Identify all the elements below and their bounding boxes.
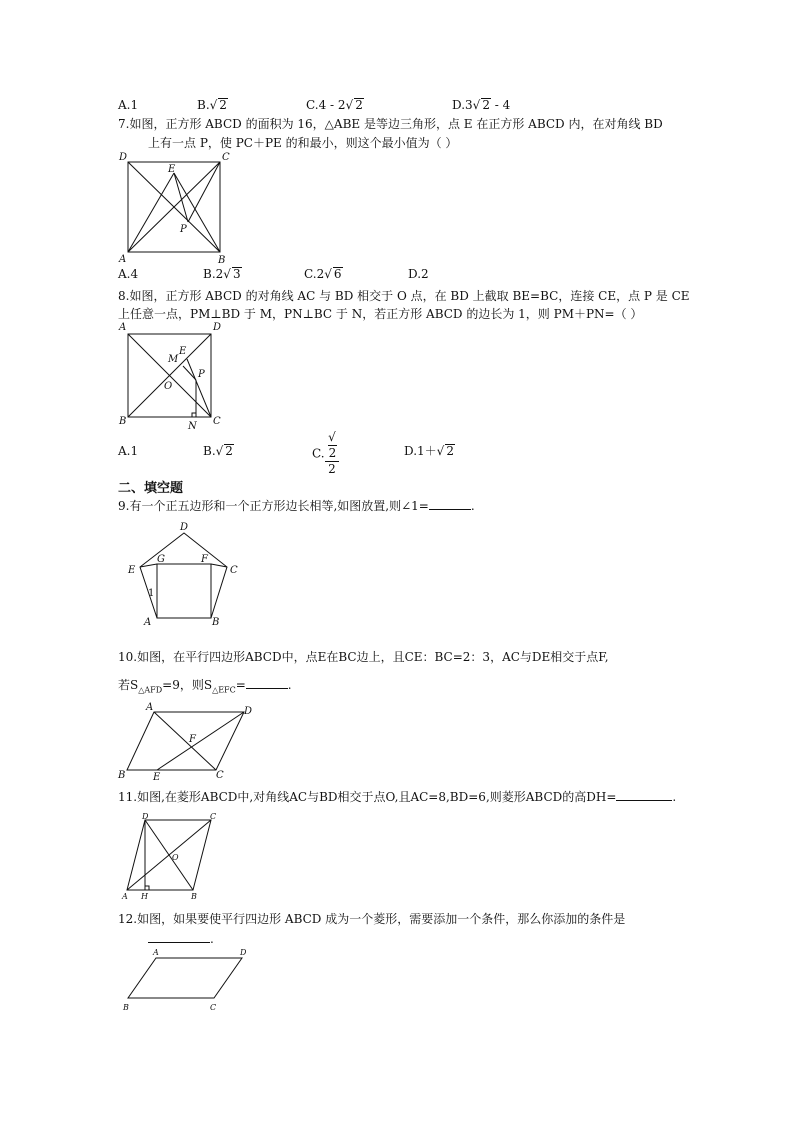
q10-label-a: A (146, 702, 154, 713)
q12-stem-line2: . (148, 930, 214, 947)
q10-label-d: D (244, 706, 253, 717)
q7-label-c: C (222, 152, 230, 163)
q9-label-c: C (230, 565, 238, 576)
q11-label-a: A (122, 892, 128, 901)
q12-stem-line1: 12.如图，如果要使平行四边形 ABCD 成为一个菱形，需要添加一个条件，那么你添加的条件是 (118, 912, 626, 926)
q7-option-a: A.4 (118, 267, 139, 281)
q7-option-c: C.2√ 6 (304, 267, 342, 281)
q12-label-a: A (153, 948, 159, 957)
q8-option-c: C. √ 2 2 (312, 430, 339, 477)
q7-stem-line1: 7.如图，正方形 ABCD 的面积为 16，△ABE 是等边三角形，点 E 在正方形 ABCD 内，在对角线 BD (118, 117, 663, 131)
q10-stem-line2: 若$S_{\triangle AFD}=9$，则$S_{\triangle EFC}=$ . (118, 678, 292, 695)
q12-label-d: D (240, 948, 247, 957)
q7-label-a: A (119, 254, 127, 265)
q6-option-d: D.3√ 2 - 4 (452, 98, 511, 112)
q9-angle-label: 1 (148, 588, 155, 599)
q11-label-h: H (141, 892, 148, 901)
q6-option-c: C.4 - 2√ 2 (306, 98, 363, 112)
q11-label-c: C (210, 812, 217, 821)
q10-stem-line1: 10.如图，在平行四边形ABCD中，点E在BC边上，且CE：BC=2：3，AC与DE相交于点F, (118, 650, 609, 664)
q7-option-d: D.2 (408, 267, 429, 281)
q8-option-c-fraction: √ 2 2 (325, 430, 340, 477)
q8-label-c: C (213, 416, 221, 427)
q9-stem: 9.有一个正五边形和一个正方形边长相等,如图放置,则∠1= . (118, 499, 475, 513)
q8-label-n: N (188, 421, 197, 432)
q7-label-d: D (119, 152, 128, 163)
q11-stem: 11.如图,在菱形ABCD中,对角线AC与BD相交于点O,且AC=8,BD=6,则菱形ABCD的高DH= . (118, 790, 677, 804)
q11-figure (118, 810, 228, 905)
q8-label-o: O (164, 381, 173, 392)
q8-option-d: D.1＋√ 2 (404, 444, 454, 458)
q8-label-p: P (198, 369, 205, 380)
q9-figure (124, 520, 244, 630)
q7-figure (118, 150, 228, 265)
q9-answer-blank[interactable] (429, 497, 471, 510)
q9-label-d: D (180, 522, 189, 533)
q8-label-d: D (213, 322, 222, 333)
q10-label-b: B (118, 770, 126, 781)
q8-option-b: B.√ 2 (203, 444, 233, 458)
q12-label-c: C (210, 1003, 217, 1012)
q10-answer-blank[interactable] (246, 676, 288, 689)
q8-label-b: B (119, 416, 127, 427)
q10-label-f: F (189, 734, 196, 745)
q7-label-b: B (218, 255, 226, 266)
q12-label-b: B (123, 1003, 129, 1012)
q11-label-o: O (172, 853, 179, 862)
q9-label-b: B (212, 617, 220, 628)
q8-figure (118, 322, 228, 432)
q9-label-a: A (144, 617, 152, 628)
q7-option-b: B.2√ 3 (203, 267, 241, 281)
q7-label-e: E (168, 164, 176, 175)
q7-label-p: P (180, 224, 187, 235)
q8-option-a: A.1 (118, 444, 139, 458)
q8-label-a: A (119, 322, 127, 333)
q9-label-f: F (201, 554, 208, 565)
q11-label-d: D (142, 812, 149, 821)
q8-label-e: E (179, 346, 187, 357)
q6-option-a: A.1 (118, 98, 139, 112)
q11-answer-blank[interactable] (616, 788, 672, 801)
q10-label-e: E (153, 772, 161, 783)
q8-stem-line2: 上任意一点，PM⊥BD 于 M，PN⊥BC 于 N，若正方形 ABCD 的边长为 1，则 PM＋PN=（ ） (118, 307, 643, 321)
section-title: 二、填空题 (118, 481, 184, 496)
q8-label-m: M (168, 354, 179, 365)
q9-label-e: E (128, 565, 136, 576)
q7-stem-line2: 上有一点 P，使 PC＋PE 的和最小，则这个最小值为（ ） (148, 136, 458, 150)
q11-label-b: B (191, 892, 197, 901)
q10-label-c: C (216, 770, 224, 781)
q8-stem-line1: 8.如图，正方形 ABCD 的对角线 AC 与 BD 相交于 O 点，在 BD 上截取 BE=BC，连接 CE，点 P 是 CE (118, 289, 690, 303)
q9-label-g: G (157, 554, 165, 565)
q6-option-b: B.√ 2 (197, 98, 227, 112)
q10-figure (116, 700, 266, 785)
q12-figure (118, 940, 258, 1020)
